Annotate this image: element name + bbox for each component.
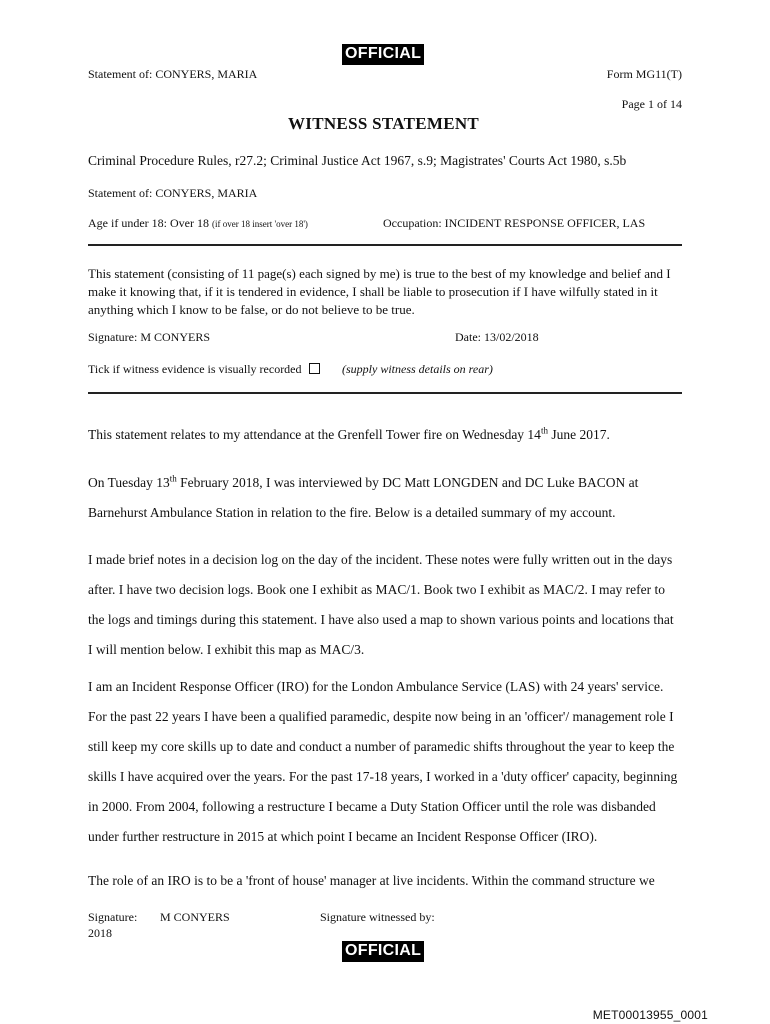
divider-bottom (88, 392, 682, 394)
rules-line: Criminal Procedure Rules, r27.2; Criminal Justice Act 1967, s.9; Magistrates' Courts Act 1980, s.5b (88, 153, 627, 168)
paragraph-1: This statement relates to my attendance at the Grenfell Tower fire on Wednesday 14th June 2017. (88, 425, 610, 442)
footer-signature-label: Signature: (88, 910, 138, 924)
header-form: Form MG11(T) (606, 67, 682, 81)
document-reference: MET00013955_0001 (592, 1008, 708, 1022)
age-line (88, 216, 308, 231)
tick-line (88, 362, 320, 377)
tick-hint: (supply witness details on rear) (342, 362, 493, 376)
tick-label: Tick if witness evidence is visually recorded (88, 362, 302, 376)
footer-year: 2018 (88, 926, 112, 940)
divider-top (88, 244, 682, 246)
age-hint: (if over 18 insert 'over 18') (211, 219, 308, 229)
signature-date: Date: 13/02/2018 (455, 330, 539, 344)
age-label: Age if under 18: Over 18 (88, 216, 209, 230)
signature-line: Signature: M CONYERS (88, 330, 211, 344)
declaration: This statement (consisting of 11 page(s) each signed by me) is true to the best of my knowledge and belief and I make it knowing that, if it is tendered in evidence, I shall be liable to prosecution if I have wilfully stated in it anything which I know to be false, or do not believe to be true. (88, 266, 671, 317)
header-page-number: Page 1 of 14 (621, 97, 682, 111)
paragraph-3: I made brief notes in a decision log on the day of the incident. These notes were fully written out in the days after. I have two decision logs. Book one I exhibit as MAC/1. Book two I exhibit as MAC/2. I may refer to the logs and timings during this statement. I have also used a map to shown various points and locations that I will mention below. I exhibit this map as MAC/3. (88, 552, 674, 657)
footer-witnessed-by: Signature witnessed by: (320, 910, 435, 924)
statement-of-line: Statement of: CONYERS, MARIA (88, 186, 258, 200)
header-statement-of: Statement of: CONYERS, MARIA (88, 67, 258, 81)
visually-recorded-checkbox[interactable] (309, 363, 320, 374)
paragraph-2: On Tuesday 13th February 2018, I was interviewed by DC Matt LONGDEN and DC Luke BACON at Barnehurst Ambulance Station in relation to the fire. Below is a detailed summary of my account. (88, 473, 639, 520)
official-banner-top: OFFICIAL (342, 44, 424, 65)
paragraph-5: The role of an IRO is to be a 'front of house' manager at live incidents. Within the command structure we (88, 873, 655, 888)
paragraph-4: I am an Incident Response Officer (IRO) for the London Ambulance Service (LAS) with 24 years' service. For the past 22 years I have been a qualified paramedic, despite now being in an 'officer'/ management role I still keep my core skills up to date and conduct a number of paramedic shifts throughout the year to keep the skills I have acquired over the years. For the past 17-18 years, I worked in a 'duty officer' capacity, beginning in 2000. From 2004, following a restructure I became a Duty Station Officer until the role was disbanded under further restructure in 2015 at which point I became an Incident Response Officer (IRO). (88, 679, 678, 844)
document-title: WITNESS STATEMENT (288, 114, 480, 133)
official-banner-bottom: OFFICIAL (342, 941, 424, 962)
occupation: Occupation: INCIDENT RESPONSE OFFICER, LAS (383, 216, 646, 230)
footer-signature-name: M CONYERS (160, 910, 230, 924)
